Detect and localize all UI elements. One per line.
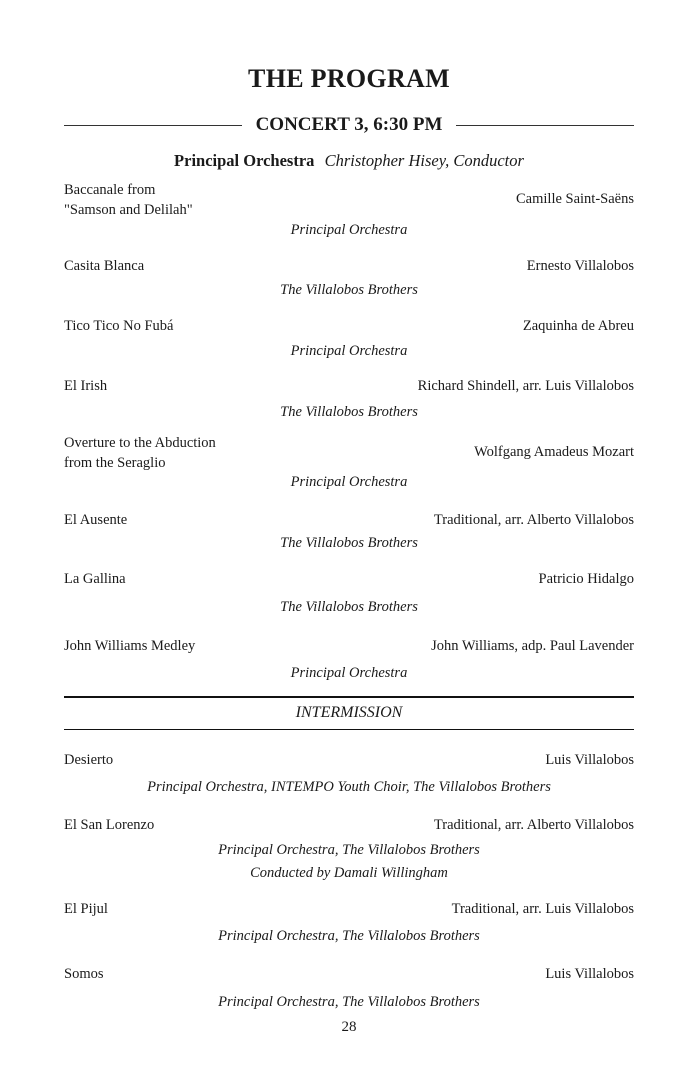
work-title-line: "Samson and Delilah" (64, 202, 193, 218)
composer: Ernesto Villalobos (526, 258, 634, 274)
performers: Principal Orchestra (290, 222, 408, 238)
composer: Richard Shindell, arr. Luis Villalobos (417, 378, 634, 394)
work-title: La Gallina (64, 571, 126, 587)
work-title (64, 433, 294, 473)
composer: Luis Villalobos (545, 752, 634, 768)
performers: Principal Orchestra, The Villalobos Brothers (218, 994, 480, 1010)
work-title: El Ausente (64, 512, 128, 528)
intermission-rule-bottom (64, 729, 634, 730)
work-title: Somos (64, 966, 104, 982)
work-title: El Pijul (64, 901, 108, 917)
page-title: THE PROGRAM (248, 64, 450, 93)
work-title-line: Overture to the Abduction (64, 435, 216, 451)
performers: Principal Orchestra, The Villalobos Brothers (218, 842, 480, 858)
performers: Principal Orchestra, INTEMPO Youth Choir, The Villalobos Brothers (147, 779, 551, 795)
concert-label: CONCERT 3, 6:30 PM (255, 114, 443, 135)
work-title: Desierto (64, 752, 114, 768)
intermission-rule-top (64, 696, 634, 698)
page-number: 28 (341, 1019, 357, 1035)
performers: Principal Orchestra, The Villalobos Brothers (218, 928, 480, 944)
performers: Principal Orchestra (290, 343, 408, 359)
work-title: El San Lorenzo (64, 817, 155, 833)
composer: Zaquinha de Abreu (522, 318, 634, 334)
performers: The Villalobos Brothers (280, 599, 418, 615)
work-title (64, 180, 264, 220)
composer: Patricio Hidalgo (538, 571, 634, 587)
heading-rule-left (64, 125, 242, 126)
performers: Principal Orchestra (290, 665, 408, 681)
composer: Camille Saint-Saëns (516, 191, 634, 207)
composer: Luis Villalobos (545, 966, 634, 982)
conductor-name: Christopher Hisey, Conductor (324, 151, 524, 170)
work-title-line: Baccanale from (64, 182, 156, 198)
intermission-label: INTERMISSION (295, 704, 403, 721)
conductor-line (0, 151, 698, 171)
performers: The Villalobos Brothers (280, 535, 418, 551)
performers: Principal Orchestra (290, 474, 408, 490)
performers: The Villalobos Brothers (280, 404, 418, 420)
work-title: Tico Tico No Fubá (64, 318, 174, 334)
heading-rule-right (456, 125, 634, 126)
conductor-note: Conducted by Damali Willingham (250, 865, 448, 881)
composer: Traditional, arr. Alberto Villalobos (433, 817, 634, 833)
composer: Traditional, arr. Alberto Villalobos (433, 512, 634, 528)
composer: John Williams, adp. Paul Lavender (431, 638, 634, 654)
concert-heading (64, 112, 634, 138)
composer: Wolfgang Amadeus Mozart (474, 444, 634, 460)
work-title-line: from the Seraglio (64, 455, 166, 471)
work-title: John Williams Medley (64, 638, 196, 654)
work-title: Casita Blanca (64, 258, 145, 274)
work-title: El Irish (64, 378, 108, 394)
orchestra-name: Principal Orchestra (174, 151, 315, 170)
composer: Traditional, arr. Luis Villalobos (451, 901, 634, 917)
performers: The Villalobos Brothers (280, 282, 418, 298)
